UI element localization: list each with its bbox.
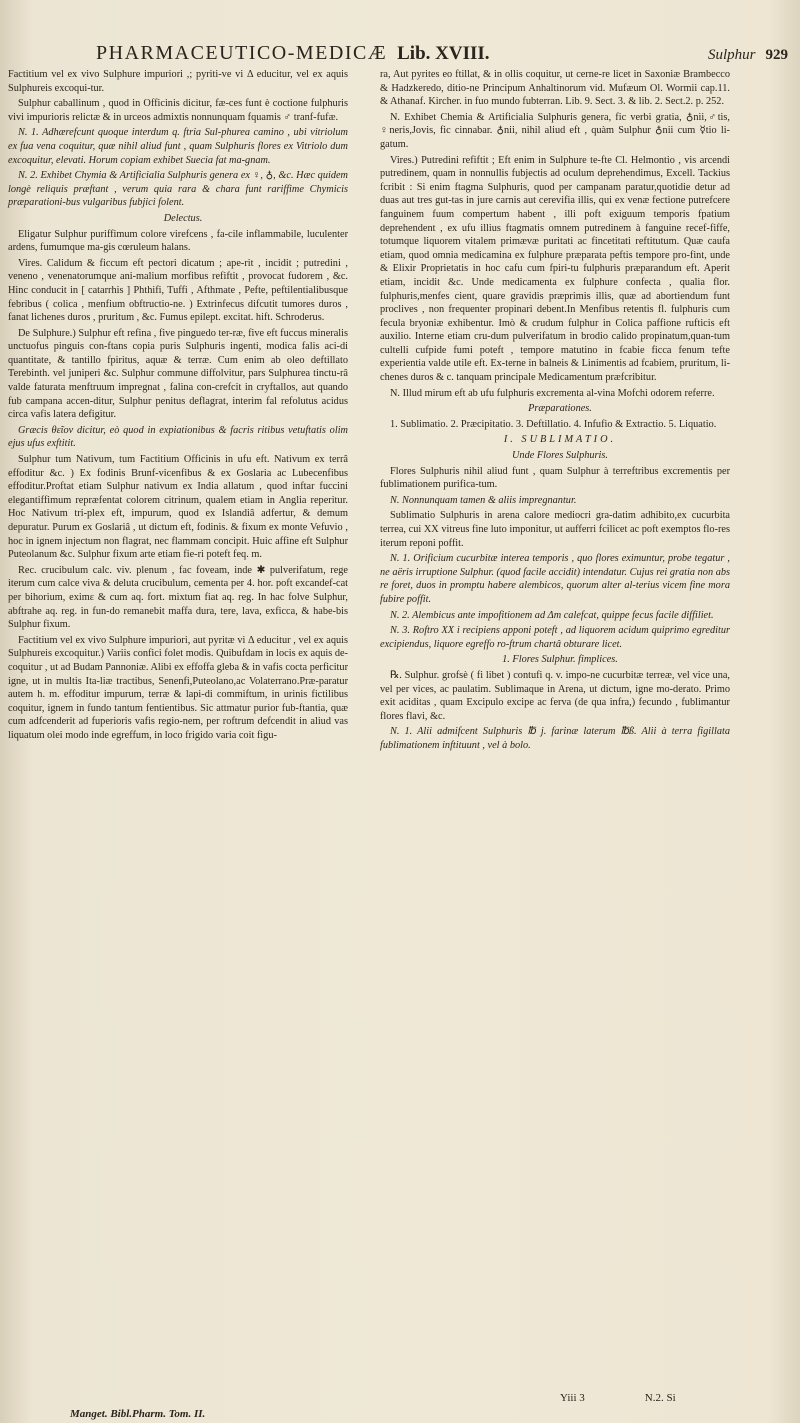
note: N. 1. Adhærefcunt quoque interdum q. ftria Sul-phurea camino , ubi vitriolum ex fua vena coquitur, quæ nihil aliud funt , quam Sulphuris flores ex Vitriolo dum excoquitur, elevati. Horum copiam exhibet Suecia fat ma-gnam. (8, 127, 348, 166)
paragraph: Sulphur caballinum , quod in Officinis dicitur, fæ-ces funt è coctione fulphuris vivi impurioris relictæ & in urceos admixtis nonnunquam fquamis ♂ tranf-fufæ. (8, 98, 348, 123)
note: N. Illud mirum eft ab ufu fulphuris excrementa al-vina Mofchi odorem referre. (390, 387, 715, 399)
note: N. 2. Alembicus ante impofitionem ad Δm calefcat, quippe fecus facile diffiliet. (390, 609, 714, 621)
paragraph: Sublimatio Sulphuris in arena calore mediocri gra-datim adhibito,ex cucurbita terrea, cui XX vitreus fine luto imponitur, ut aufferri fcilicet ac poft exemptos flo-res iterum reponi poffit. (380, 510, 730, 549)
paragraph: Rec. crucibulum calc. viv. plenum , fac foveam, inde ✱ pulverifatum, rege iterum cum calce viva & deluta crucibulum, cementa per 4. hor. poft excandef-cat per bihorium, eximε & cum aq. fort. mixtum fiat aq. reg. In hac folve Sulphur, abftrahe aq. reg. in fun-do remanebit maffa dura, tere, lava, exficca, & habe-bis Sulphur fixum. (8, 564, 348, 631)
section-heading: Præparationes. (528, 403, 592, 415)
footer-imprint: Manget. Bibl.Pharm. Tom. II. (70, 1408, 206, 1420)
section-heading: Delectus. (163, 212, 203, 224)
note: N. 1. Alii admifcent Sulphuris ℔ j. farinæ laterum ℔ß. Alii à terra figillata fublimationem inftituunt , vel à bolo. (380, 726, 730, 751)
paragraph: Sulphur tum Nativum, tum Factitium Officinis in ufu eft. Nativum ex terrâ effoditur &c. ) Ex fodinis Brunf-vicenfibus & ex Goslaria ac Lubecenfibus effoditur.Proftat etiam Sulphur nativum ex India allatum , quod inftar fuccini elegantiffimum repræfentat colorem citrinum, qualem etiam in Anglia reperitur. Hoc Nativum tri-plex eft, impurum, quod ex Islandiâ adfertur, & demum depuratur. Purum ex Goslariâ , ut dictum eft, fodinis. & fixum ex monte Vefuvio , hoc in ignem injectum non flagrat, nec flammam concipit. Huic affine eft Sulphur Puteolanum &c. Sulphur fixum arte etiam fie-ri poteft feq. m. (8, 454, 348, 561)
right-column (380, 68, 730, 755)
paragraph: Eligatur Sulphur puriffimum colore virefcens , fa-cile inflammabile, luculenter ardens, fumumque ma-gis cœruleum halans. (8, 228, 348, 254)
note: N. 1. Orificium cucurbitæ interea temporis , quo flores eximuntur, probe tegatur , ne aëris irruptione Sulphur. (quod facile accidit) intendatur. Cujus rei gratia non abs re foret, duos in promptu habere alembicos, quorum alter al-terius vicem fine mora fubire poffit. (380, 553, 730, 605)
running-head: PHARMACEUTICO-MEDICÆ (96, 42, 388, 64)
list: 1. Sublimatio. 2. Præcipitatio. 3. Deftillatio. 4. Infufio & Extractio. 5. Liquatio. (390, 418, 717, 430)
page-header (96, 42, 788, 70)
paragraph: De Sulphure.) Sulphur eft refina , five pinguedo ter-ræ, five eft fuccus mineralis unctuofus pinguis con-ftans copia puris Sulphuris ingenti, modica falis aci-di quantitate, & tantillo fpiritus, aquæ & terræ. Cum enim ab oleo deftillato Terebinth. vel juniperi &c. Sulphur commune diffolvitur, pars Sulphurea tinctu-râ valde faturata menftruum impregnat , falina con-crefcit in cryftallos, aut quando fub campana accen-ditur, Sulphur penitus deflagrat, interim fal refolutus acidus circa vafis latera defigitur. (8, 327, 348, 421)
note: N. Nonnunquam tamen & aliis impregnantur. (390, 494, 577, 506)
page-number: 929 (765, 47, 788, 63)
footer-right (560, 1392, 676, 1404)
paragraph: Flores Sulphuris nihil aliud funt , quam Sulphur à terreftribus excrementis per fublimationem purifica-tum. (380, 465, 730, 491)
book-number: Lib. XVIII. (397, 43, 490, 64)
note: N. 2. Exhibet Chymia & Artificialia Sulphuris genera ex ♀, ♁, &c. Hæc quidem longè reliquis præftant , verum quia rara & chara funt rariffime Chymicis præparationi-bus vulgaribus fubjici folent. (8, 170, 348, 209)
folio-word: Sulphur (707, 47, 756, 63)
catchword: N.2. Si (644, 1392, 676, 1404)
paragraph: ra, Aut pyrites eo ftillat, & in ollis coquitur, ut cerne-re licet in Saxoniæ Brambecco & Hadzkeredo, ditio-ne Principum Anhaltinorum vid. Mufæum Ol. Wormii cap.11. & Athanaf. Kircher. in fuo mundo fubterran. Lib. 9. Sect. 3. & lib. 2. Sect.2. p. 252. (380, 69, 730, 108)
signature-mark: Yiii 3 (560, 1392, 585, 1404)
recipe-heading: 1. Flores Sulphur. fimplices. (502, 654, 618, 666)
paragraph: Vires.) Putredini refiftit ; Eft enim in Sulphure te-fte Cl. Helmontio , vis arcendi putredinem, quam in nonnullis fubjectis ad oculum deprehendimus, Excell. Tackius fcribit : Si enim ftagma Sulphuris, quod per campanam paratur,quotidie detur ad duas aut tres gut-tas in jure carnis aut cerevifia illis, qui ex venæ fectione putrefcere fanguinem fuum compertum habent , illi poft exiguum temporis fpatium deprehendent , ex ufu illius ftagmatis omnem putredinem à fanguine recef-fiffe, totumque liquorem vitalem primævæ puritati ac fincetitati reftitutum. Quæ caufa etiam, quod omnia medicamina ex fulphure præparata peftis tempore pro-fint, unde & Elixir Proprietatis in hoc cafu cum fpiri-tu fulphuris præparandum eft. Aperit etiam, incidit &c. Unde medicamenta ex fulphure confecta , qualia flor. fulphuris,menfes cient, quare gravidis præprimis illis, quæ ad abortiendum funt proclives , non frequenter propinari debent.In Menfibus retentis fl. fulphuris cum fecula bryoniæ exhibentur. Imò & crudum fulphur in Colica paffione rufticis eft auxilio. Interne etiam cru-dum pulverifatum in brodio calido propinatum,quan-tum cultelli cufpide fumi poteft , tempore matutino in fcabie ficca fenum tefte experientia valde utile eft. Ex-terne in balneis & Linimentis ad fcabiem, pruritum, li-chenes duros & c. tanquam principale Medicamentum præfcribitur. (380, 154, 730, 384)
subheading: Unde Flores Sulphuris. (511, 450, 608, 462)
recipe: ℞. Sulphur. grofsè ( fi libet ) contufi q. v. impo-ne cucurbitæ terreæ, vel vice una, vel per vices, ac paulatim. Sublimaque in Arena, ut dictum, igne mo-derato. Primo exit aciditas , quam Excipulo excipe ac ferva (de qua infra,) fecundo , fublimantur flores flavi, &c. (380, 669, 730, 722)
left-column (8, 68, 348, 745)
note: N. Exhibet Chemia & Artificialia Sulphuris genera, fic verbi gratia, ♁nii,♂tis, ♀neris,Jovis, fic cinnabar. ♁nii, nihil aliud eft , quàm Sulphur ♁nii cum ☿tio li-gatum. (380, 111, 730, 150)
section-heading: I. SUBLIMATIO. (503, 434, 617, 446)
note: N. 3. Roftro XX i recipiens apponi poteft , ad liquorem acidum quiprimo egreditur excipiendus, liquore egreffo ro-ftrum chartâ obturare licet. (380, 625, 730, 650)
paragraph: Græcis θεῖον dicitur, eò quod in expiationibus & facris ritibus vetuftatis olim ejus ufus exftitit. (8, 424, 348, 450)
paragraph: Factitium vel ex vivo Sulphure impuriori, aut pyritæ vi Δ educitur , vel ex aquis Sulphureis excoquitur.) Variis confici folet modis. Quibufdam in locis ex aquis de-coquitur , ut ad Budam Pannoniæ. Alibi ex effoffa gleba & in vafis cocta perficitur igne, ut in multis Ita-liæ tractibus, Senenfi,Puteolano,ac Volaterrano.Præ-paratur autem h. m. effoditur impurum, terræ & lapi-di commiftum, in urinis fictilibus coquitur, ignem in fundo tantum fentientibus. Sic attmatur purior fub-ftantia, quæ cum adfcenderit ad fuperioris vafis regio-nem, per roftrum defcendit in aliud vas liquatum olei modo inde egreffum, in loco frigido varia coit figu- (8, 634, 348, 741)
paragraph: Factitium vel ex vivo Sulphure impuriori ,; pyriti-ve vi Δ educitur, vel ex aquis Sulphureis excoqui-tur. (8, 69, 348, 94)
paragraph: Vires. Calidum & ficcum eft pectori dicatum ; ape-rit , incidit ; putredini , veneno , venenatorumque ani-malium morfibus refiftit , provocat fudorem , &c. Hinc conducit in [ catarrhis ] Phthifi, Tuffi , Afthmate , Pefte, peftilentialibusque febribus ( colica , menfium obftructio-ne. ) Extrinfecus difcutit tumores duros , fanat lichenes duros , pruritum , &c. Fumus epilept. excitat. hift. Schroderus. (8, 257, 348, 324)
